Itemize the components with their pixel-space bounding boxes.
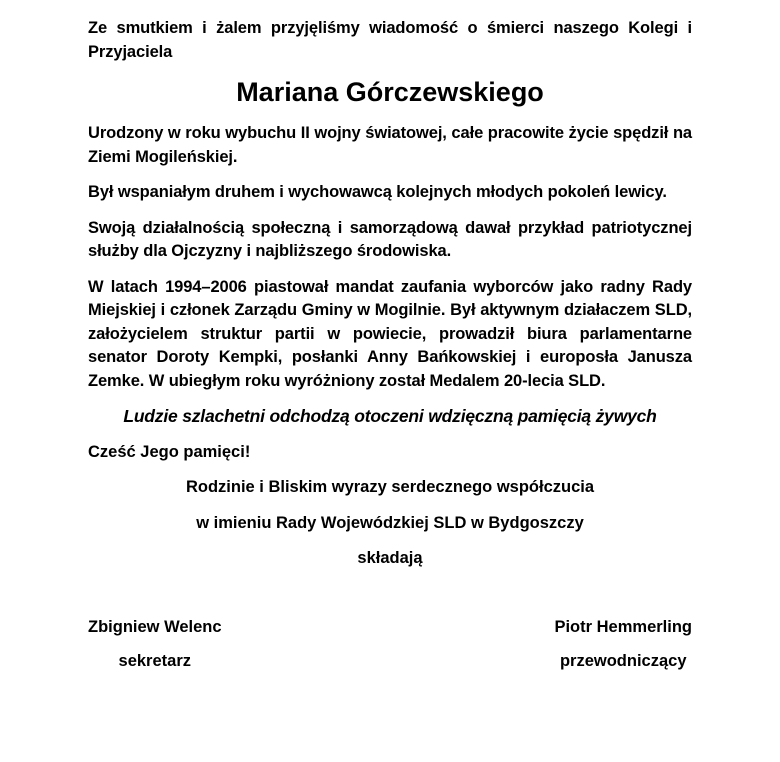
deceased-name-heading: Mariana Górczewskiego bbox=[236, 77, 544, 107]
condolence-line: Rodzinie i Bliskim wyrazy serdecznego współczucia bbox=[185, 478, 595, 496]
signature-left-name: Zbigniew Welenc bbox=[88, 617, 222, 636]
body-paragraph-3: Swoją działalnością społeczną i samorządową dawał przykład patriotycznej służby dla Ojczyzny i najbliższego środowiska. bbox=[88, 218, 692, 260]
body-paragraph-1: Urodzony w roku wybuchu II wojny światowej, całe pracowite życie spędził na Ziemi Mogileńskiej. bbox=[88, 124, 692, 166]
epitaph-line: Ludzie szlachetni odchodzą otoczeni wdzięczną pamięcią żywych bbox=[123, 406, 657, 426]
intro-paragraph: Ze smutkiem i żalem przyjęliśmy wiadomość o śmierci naszego Kolegi i Przyjaciela bbox=[88, 19, 692, 61]
body-paragraph-4: W latach 1994–2006 piastował mandat zaufania wyborców jako radny Rady Miejskiej i członek Zarządu Gminy w Mogilnie. Był aktywnym działaczem SLD, założycielem struktur partii w powiecie, prowadził biura parlamentarne senator Doroty Kempki, posłanki Anny Bańkowskiej i europosła Janusza Zemke. W ubiegłym roku wyróżniony został Medalem 20-lecia SLD. bbox=[88, 277, 692, 390]
signature-right bbox=[554, 616, 692, 674]
signature-right-name: Piotr Hemmerling bbox=[554, 617, 692, 636]
signature-right-role: przewodniczący bbox=[559, 652, 687, 670]
tribute-line: Cześć Jego pamięci! bbox=[88, 442, 251, 461]
body-paragraph-2: Był wspaniałym druhem i wychowawcą kolejnych młodych pokoleń lewicy. bbox=[88, 183, 667, 201]
on-behalf-line: w imieniu Rady Wojewódzkiej SLD w Bydgoszczy bbox=[196, 513, 584, 532]
signature-row bbox=[88, 616, 692, 674]
closing-word: składają bbox=[357, 549, 423, 567]
signature-left-role: sekretarz bbox=[118, 652, 192, 670]
signature-left bbox=[88, 616, 222, 674]
